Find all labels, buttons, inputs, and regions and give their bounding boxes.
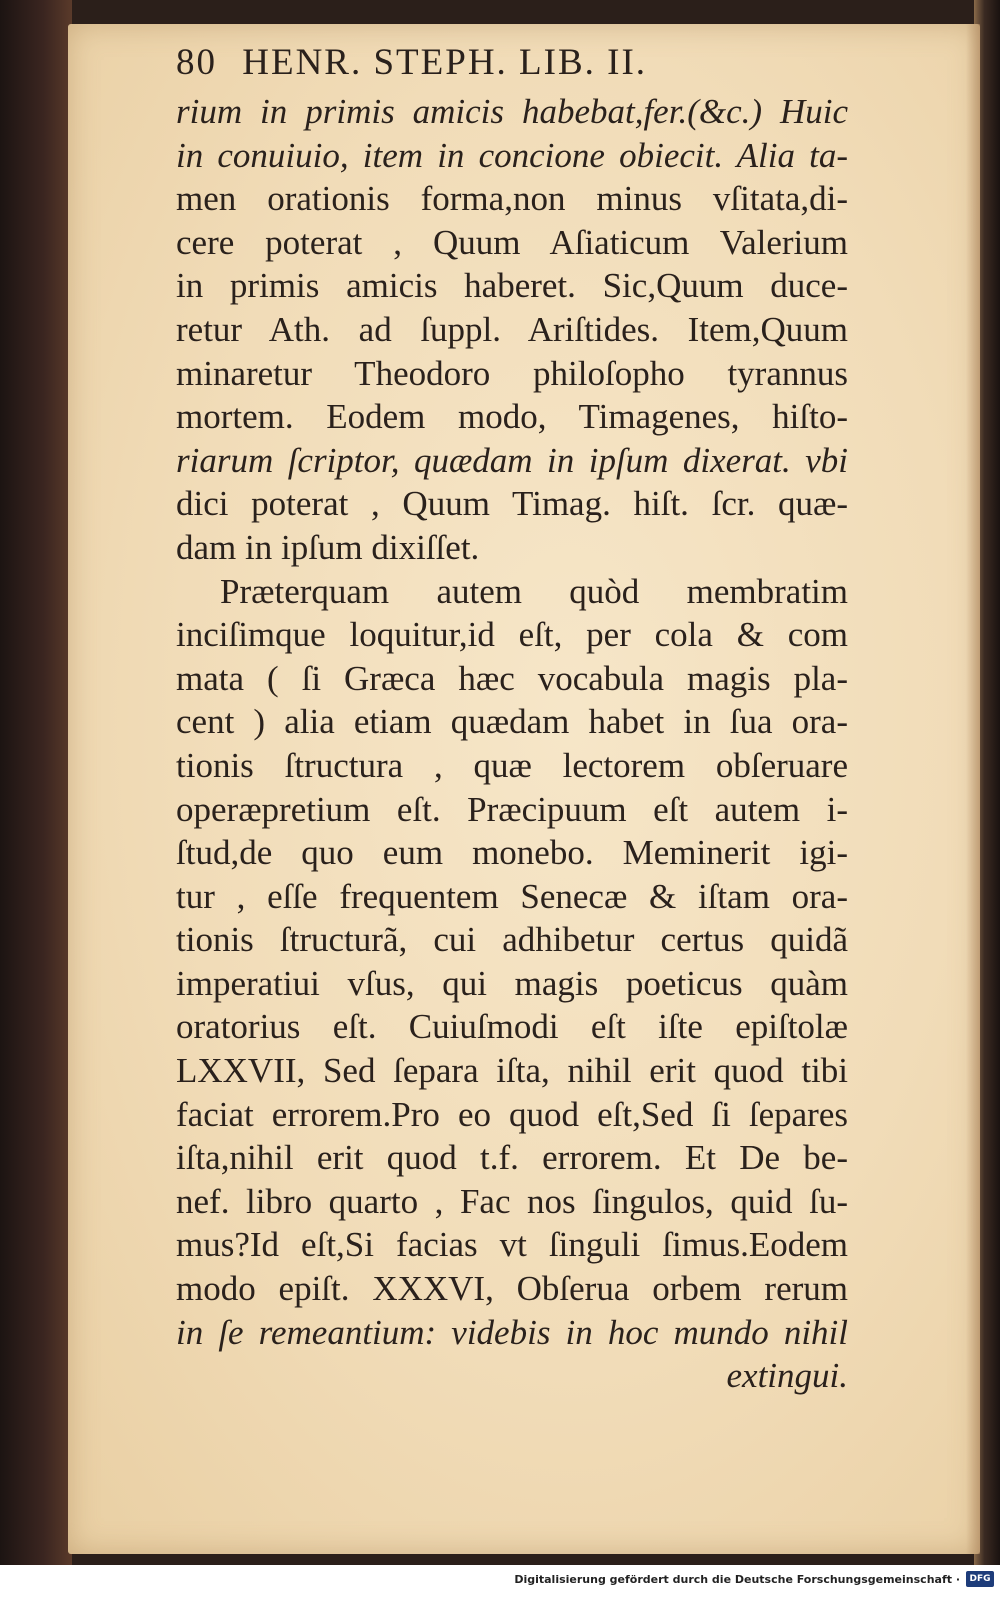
- text-line: cere poterat , Quum Aſiaticum Valerium: [176, 222, 848, 262]
- text-line: ſtud,de quo eum monebo. Meminerit igi-: [176, 833, 848, 873]
- page-edge-shadow: [966, 24, 980, 1554]
- page-text: [176, 38, 848, 1398]
- text-lines: [176, 90, 848, 1398]
- text-line: in conuiuio, item in concione obiecit. Alia ta-: [176, 135, 848, 175]
- text-line: Præterquam autem quòd membratim: [220, 571, 848, 611]
- running-title: HENR. STEPH. LIB. II.: [242, 42, 648, 83]
- text-line: inciſimque loquitur,id eſt, per cola & com: [176, 615, 848, 655]
- text-line: retur Ath. ad ſuppl. Ariſtides. Item,Quum: [176, 309, 848, 349]
- text-line: faciat errorem.Pro eo quod eſt,Sed ſi ſepares: [176, 1094, 848, 1134]
- text-line: rium in primis amicis habebat,fer.(&c.) Huic: [176, 92, 848, 131]
- text-line: operæpretium eſt. Præcipuum eſt autem i-: [176, 789, 848, 829]
- text-line: in primis amicis haberet. Sic,Quum duce-: [176, 266, 848, 306]
- text-line: mus?Id eſt,Si facias vt ſinguli ſimus.Eodem: [176, 1225, 848, 1265]
- text-line: men orationis forma,non minus vſitata,di-: [176, 179, 848, 219]
- binding-edge: [0, 0, 72, 1565]
- text-line: imperatiui vſus, qui magis poeticus quàm: [176, 963, 848, 1003]
- dfg-logo: DFG: [966, 1571, 994, 1587]
- text-line: dam in ipſum dixiſſet.: [176, 527, 480, 567]
- running-header: [176, 38, 848, 88]
- text-line: oratorius eſt. Cuiuſmodi eſt iſte epiſtolæ: [176, 1007, 848, 1047]
- text-line: tur , eſſe frequentem Senecæ & iſtam ora-: [176, 876, 848, 916]
- text-line: riarum ſcriptor, quædam in ipſum dixerat. vbi: [176, 440, 848, 480]
- page-number: 80: [176, 42, 217, 83]
- text-line: modo epiſt. XXXVI, Obſerua orbem rerum: [176, 1269, 848, 1309]
- digitization-credit: Digitalisierung gefördert durch die Deutsche Forschungsgemeinschaft ·: [514, 1573, 960, 1586]
- text-line: tionis ſtructurã, cui adhibetur certus quidã: [176, 920, 848, 960]
- text-line: mata ( ſi Græca hæc vocabula magis pla-: [176, 658, 848, 698]
- text-line: cent ) alia etiam quædam habet in ſua ora-: [176, 702, 848, 742]
- text-line: minaretur Theodoro philoſopho tyrannus: [176, 353, 848, 393]
- text-line: LXXVII, Sed ſepara iſta, nihil erit quod tibi: [176, 1051, 848, 1091]
- text-line: in ſe remeantium: videbis in hoc mundo nihil: [176, 1312, 848, 1352]
- text-line: dici poterat , Quum Timag. hiſt. ſcr. quæ-: [176, 484, 848, 524]
- text-line: extingui.: [726, 1356, 848, 1396]
- text-line: iſta,nihil erit quod t.f. errorem. Et De be-: [176, 1138, 848, 1178]
- text-line: nef. libro quarto , Fac nos ſingulos, quid ſu-: [176, 1181, 848, 1221]
- footer-bar: [0, 1565, 1000, 1599]
- text-line: mortem. Eodem modo, Timagenes, hiſto-: [176, 397, 848, 437]
- text-line: tionis ſtructura , quæ lectorem obſeruare: [176, 745, 848, 785]
